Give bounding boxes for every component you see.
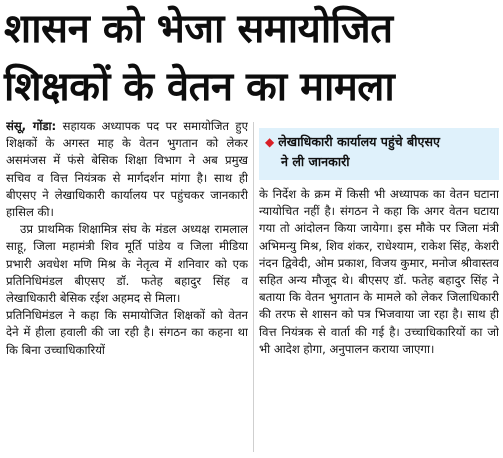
article-paragraph-3: प्रतिनिधिमंडल ने कहा कि समायोजित शिक्षकों को वेतन देने में हीला हवाली की जा रही है। संगठन का कहना था कि बिना उच्चाधिकारियों — [6, 308, 248, 357]
article-column-right — [259, 186, 499, 454]
article-paragraph-4: के निर्देश के क्रम में किसी भी अध्यापक का वेतन घटाना न्यायोचित नहीं है। संगठन ने कहा कि अगर वेतन घटाया गया तो आंदोलन किया जायेगा। इस मौके पर जिला मंत्री अभिमन्यु मिश्र, शिव शंकर, राधेश्याम, राकेश सिंह, केशरी नंदन द्विवेदी, ओम प्रकाश, विजय कुमार, मनोज श्रीवास्तव सहित अन्य मौजूद थे। बीएसए डॉ. फतेह बहादुर सिंह ने बताया कि वेतन भुगतान के मामले को लेकर जिलाधिकारी की तरफ से शासन को पत्र भिजवाया जा रहा है। साथ ही वित्त नियंत्रक से वार्ता की गई है। उच्चाधिकारियों का जो भी आदेश होगा, अनुपालन कराया जाएगा। — [259, 187, 499, 356]
article-paragraph-2: उप्र प्राथमिक शिक्षामित्र संघ के मंडल अध्यक्ष रामलाल साहू, जिला महामंत्री शिव मूर्ति पांडेय व जिला मीडिया प्रभारी अवधेश मणि मिश्र के नेतृत्व में शनिवार को एक प्रतिनिधिमंडल बीएसए डॉ. फतेह बहादुर सिंह व लेखाधिकारी बेसिक रईश अहमद से मिला। — [6, 222, 248, 306]
headline-line-1: शासन को भेजा समायोजित — [4, 6, 393, 52]
subheading-line-1 — [265, 132, 493, 152]
article-paragraph-1 — [6, 118, 248, 221]
dateline: संसू, गोंडा: — [6, 119, 57, 133]
headline — [4, 0, 500, 116]
article-column-left — [6, 118, 248, 454]
subheading-line-2: ने ली जानकारी — [281, 154, 350, 169]
column-divider — [253, 122, 254, 452]
subheading-box — [259, 128, 499, 180]
subheading-text-1: लेखाधिकारी कार्यालय पहुंचे बीएसए — [278, 134, 440, 149]
paragraph-1-text: सहायक अध्यापक पद पर समायोजित हुए शिक्षकों के अगस्त माह के वेतन भुगतान को लेकर असमंजस में फंसे बेसिक शिक्षा विभाग ने अब प्रमुख सचिव व वित्त नियंत्रक से मार्गदर्शन मांगा है। साथ ही बीएसए ने लेखाधिकारी कार्यालय पर पहुंचकर जानकारी हासिल की। — [6, 119, 248, 220]
headline-line-2: शिक्षकों के वेतन का मामला — [4, 64, 395, 110]
diamond-bullet-icon: ◆ — [265, 135, 275, 149]
